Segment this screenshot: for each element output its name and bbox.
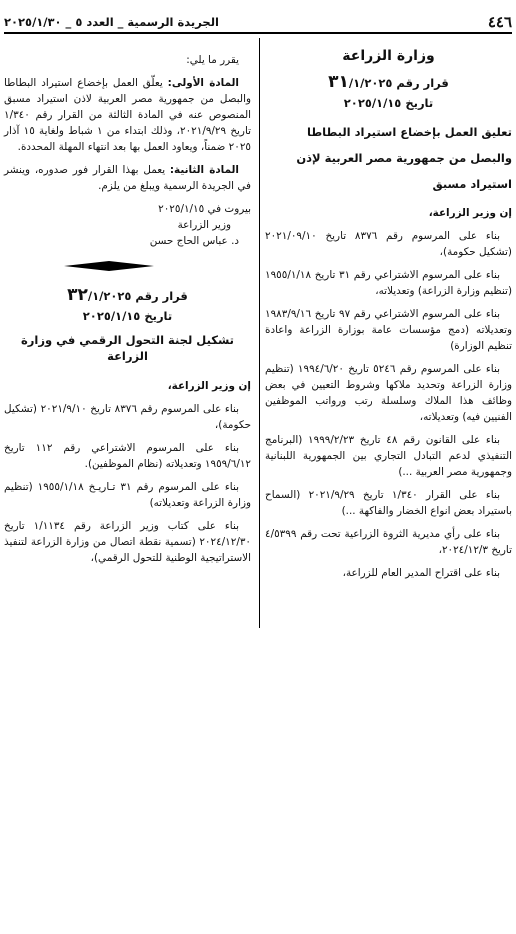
decides-line: يقرر ما يلي: bbox=[186, 54, 239, 66]
decision-subject: تعليق العمل بإخضاع استيراد البطاطا والبصل من جمهورية مصر العربية لإذن استيراد مسبق bbox=[296, 125, 512, 191]
ministry-title: وزارة الزراعة bbox=[342, 48, 435, 64]
decision2-number bbox=[4, 287, 251, 304]
article-2-label: المادة الثانية: bbox=[169, 164, 239, 176]
gazette-title: الجريدة الرسمية _ العدد ٥ _ ٢٠٢٥/١/٣٠ bbox=[4, 15, 219, 29]
recital: بناء على المرسوم رقم ٨٣٧٦ تاريخ ٢٠٢١/٠٩/١٠ (تشكيل حكومة)، bbox=[265, 230, 512, 258]
article-2 bbox=[4, 162, 251, 194]
signature-place-date: بيروت في ٢٠٢٥/١/١٥ bbox=[158, 203, 251, 215]
decision2-date: تاريخ ٢٠٢٥/١/١٥ bbox=[82, 309, 173, 323]
decision2-subject: تشكيل لجنة التحول الرقمي في وزارة الزراعة bbox=[21, 333, 234, 363]
decision-number-value: ٣١ bbox=[328, 72, 349, 92]
recital: بناء على المرسوم رقم ٥٢٤٦ تاريخ ١٩٩٤/٦/٢٠ (تنظيم وزارة الزراعة وتحديد ملاكها وشروط التعيين في بعض وظائف هذا الملاك وسلسلة رتب ورواتب الموظفين الفنيين فيه) وتعديلاته، bbox=[265, 363, 512, 423]
right-column bbox=[265, 40, 512, 588]
recital2: بناء على كتاب وزير الزراعة رقم ١/١١٣٤ تاريخ ٢٠٢٤/١٢/٣٠ (تسمية نقطة اتصال من وزارة الزراعة لتنفيذ الاستراتيجية الوطنية للتحول الرقمي)، bbox=[4, 520, 251, 564]
section-separator bbox=[4, 259, 251, 273]
decision-number bbox=[265, 74, 512, 91]
decision2-number-suffix: /١/٢٠٢٥ bbox=[87, 289, 132, 303]
recital: بناء على رأي مديرية الثروة الزراعية تحت رقم ٤/٥٣٩٩ تاريخ ٢٠٢٤/١٢/٣، bbox=[265, 528, 512, 556]
decision2-number-value: ٣٢ bbox=[67, 285, 88, 305]
article-2-text: يعمل بهذا القرار فور صدوره، وينشر في الجريدة الرسمية ويبلغ من يلزم. bbox=[4, 164, 251, 192]
opening-line: إن وزير الزراعة، bbox=[428, 207, 512, 219]
decision-date: تاريخ ٢٠٢٥/١/١٥ bbox=[343, 96, 434, 110]
recital2: بناء على المرسوم رقم ٨٣٧٦ تاريخ ٢٠٢١/٩/١٠ (تشكيل حكومة)، bbox=[4, 403, 251, 431]
separator-ornament bbox=[64, 261, 154, 271]
header-rule bbox=[4, 32, 512, 34]
decision-number-suffix: /١/٢٠٢٥ bbox=[348, 76, 393, 90]
left-column bbox=[4, 52, 251, 573]
recital2: بناء على المرسوم رقم ٣١ تـاريـخ ١٩٥٥/١/١٨ (تنظيم وزارة الزراعة وتعديلاته) bbox=[4, 481, 251, 509]
page-number: ٤٤٦ bbox=[487, 13, 512, 31]
article-1 bbox=[4, 75, 251, 155]
column-divider bbox=[259, 38, 260, 628]
decision-label: قرار رقم bbox=[396, 76, 449, 90]
signature-title: وزير الزراعة bbox=[177, 219, 231, 231]
recital: بناء على القانون رقم ٤٨ تاريخ ١٩٩٩/٢/٢٣ (البرنامج التنفيذي لدعم التبادل التجاري بين الجمهورية اللبنانية وجمهورية مصر العربية ...) bbox=[265, 434, 512, 478]
article-1-text: يعلّق العمل بإخضاع استيراد البطاطا والبصل من جمهورية مصر العربية لاذن استيراد مسبق المنصوص عنه في المادة الثالثة من القرار رقم ١/٣٤٠ تاريخ ٢٠٢١/٩/٢٩، وذلك ابتداء من ١ شباط ولغاية ١٥ آذار ٢٠٢٥ ضمناً، ويعاود العمل بها بعد انتهاء المهلة المحددة. bbox=[4, 77, 251, 153]
recital: بناء على اقتراح المدير العام للزراعة، bbox=[342, 567, 500, 579]
opening2-line: إن وزير الزراعة، bbox=[167, 380, 251, 392]
recital2: بناء على المرسوم الاشتراعي رقم ١١٢ تاريخ ١٩٥٩/٦/١٢ وتعديلاته (نظام الموظفين). bbox=[4, 442, 251, 470]
recital: بناء على المرسوم الاشتراعي رقم ٣١ تاريخ ١٩٥٥/١/١٨ (تنظيم وزارة الزراعة) وتعديلاته، bbox=[265, 269, 512, 297]
page-header bbox=[4, 8, 512, 30]
signature-name: د. عباس الحاج حسن bbox=[149, 235, 239, 247]
recital: بناء على القرار ١/٣٤٠ تاريخ ٢٠٢١/٩/٢٩ (السماح باستيراد بعض انواع الخضار والفاكهة ...) bbox=[265, 489, 512, 517]
decision2-label: قرار رقم bbox=[135, 289, 188, 303]
article-1-label: المادة الأولى: bbox=[167, 77, 239, 89]
recital: بناء على المرسوم الاشتراعي رقم ٩٧ تاريخ ١٩٨٣/٩/١٦ وتعديلاته (دمج مؤسسات عامة بوزارة الزراعة واعادة تنظيم الوزارة) bbox=[265, 308, 512, 352]
